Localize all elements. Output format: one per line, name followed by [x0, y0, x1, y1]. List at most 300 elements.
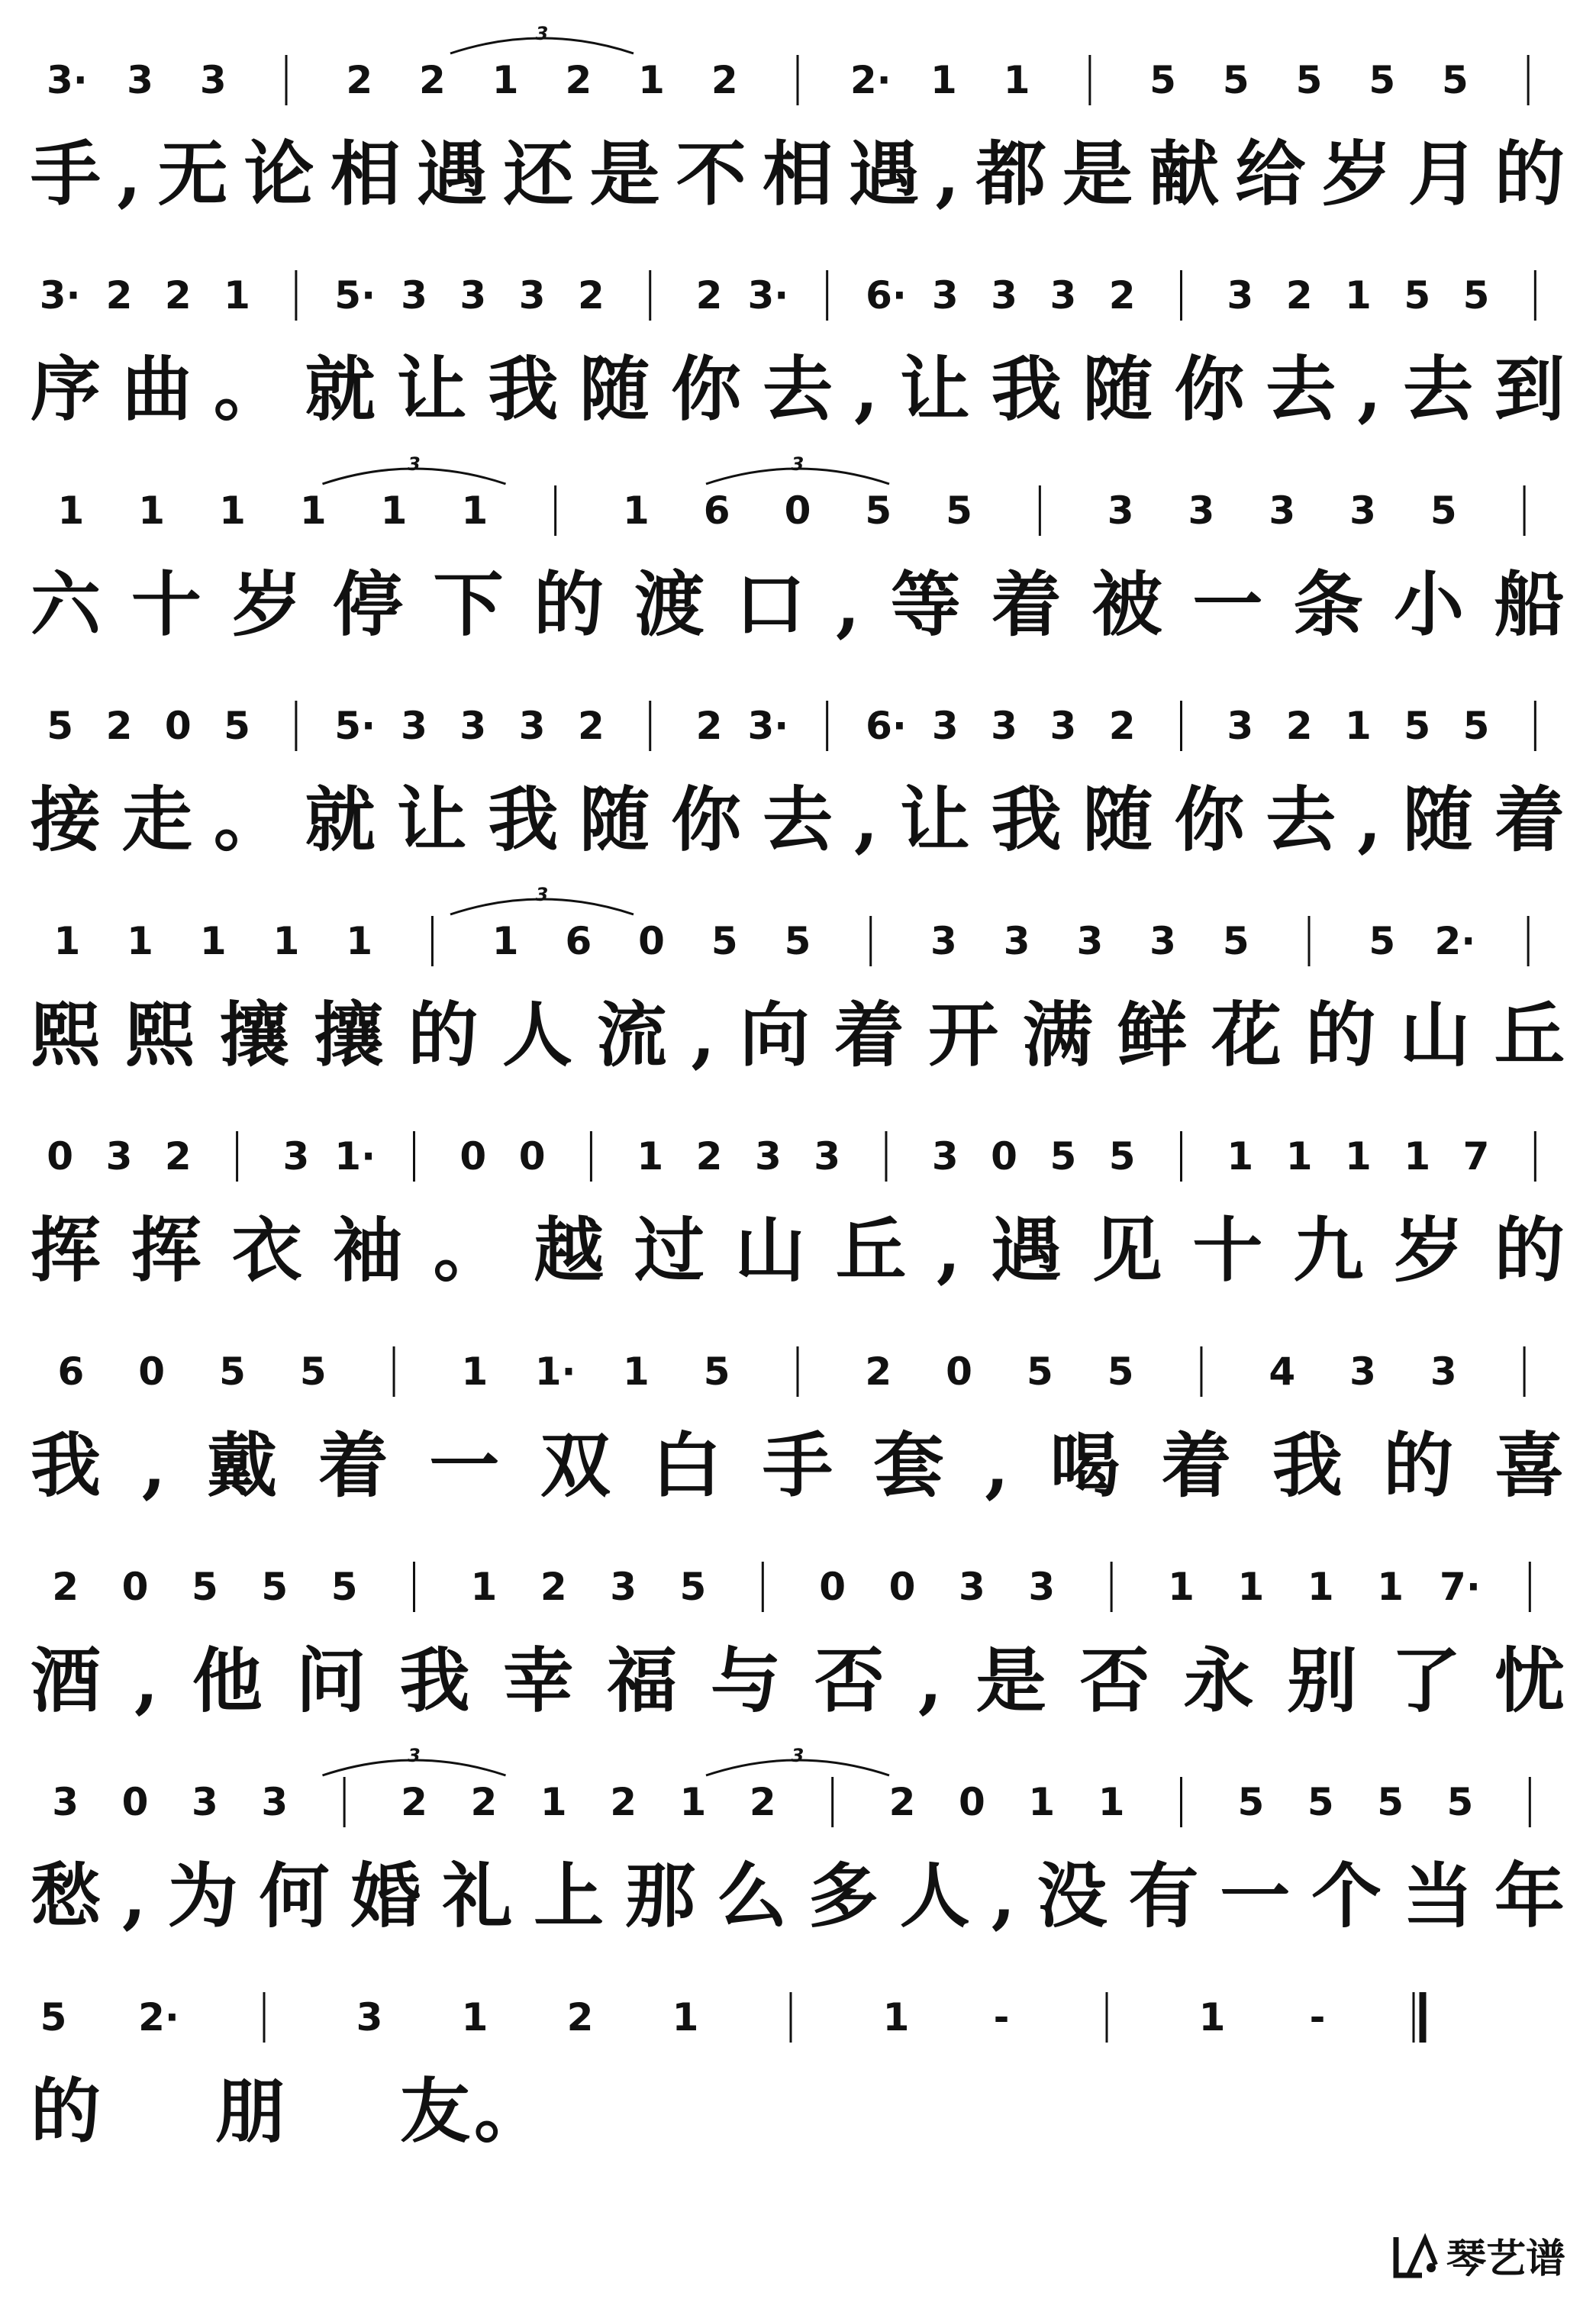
- triplet-label: 3: [791, 453, 804, 475]
- notes-row: [31, 669, 1565, 768]
- lyric-char: 的: [1305, 994, 1376, 1076]
- note: 1·: [534, 1349, 576, 1394]
- note: 2: [1108, 273, 1136, 318]
- note: 3: [1269, 488, 1296, 533]
- note: 3: [1227, 273, 1254, 318]
- lyric-char: 么: [717, 1855, 788, 1937]
- lyric-char: 着: [991, 563, 1062, 646]
- note: 2: [695, 273, 723, 318]
- note: 0: [47, 1134, 74, 1179]
- note: 2: [1285, 704, 1313, 748]
- note: 3: [518, 273, 546, 318]
- lyrics-row: [31, 128, 1565, 220]
- note: 3: [401, 273, 427, 318]
- note: 3: [459, 273, 487, 318]
- lyric-char: 愁: [31, 1855, 102, 1937]
- lyric-char: 衣: [231, 1209, 302, 1291]
- note: 2: [749, 1780, 776, 1824]
- lyric-char: 无: [157, 133, 228, 215]
- note: 0: [138, 1349, 166, 1394]
- lyric-char: ,: [917, 1640, 943, 1722]
- lyric-char: 还: [503, 133, 574, 215]
- note: 5: [1404, 273, 1431, 318]
- note: 1: [138, 488, 166, 533]
- note: 5: [946, 488, 972, 533]
- lyric-char: 山: [735, 1209, 806, 1291]
- note: 5: [679, 1565, 707, 1609]
- note: 3: [754, 1134, 782, 1179]
- lyric-char: 满: [1022, 994, 1093, 1076]
- lyric-char: 去: [763, 348, 833, 430]
- lyric-char: 否: [814, 1640, 885, 1722]
- lyric-char: 的: [1494, 133, 1565, 215]
- note: 1: [623, 1349, 650, 1394]
- lyric-char: 礼: [442, 1855, 513, 1937]
- lyric-char: 到: [1494, 348, 1565, 430]
- note: 5: [219, 1349, 246, 1394]
- note: 1: [540, 1780, 567, 1824]
- lyric-char: 序: [31, 348, 102, 430]
- note: 0: [819, 1565, 846, 1609]
- lyric-char: 十: [131, 563, 202, 646]
- note: 5: [1442, 58, 1469, 102]
- note: 0: [991, 1134, 1017, 1179]
- note: 5: [1446, 1780, 1474, 1824]
- note: 5: [1462, 273, 1490, 318]
- notation-system: [0, 1530, 1596, 1736]
- notes-svg: [31, 884, 1565, 983]
- notes-svg: [31, 238, 1565, 337]
- notes-svg: [31, 669, 1565, 768]
- lyric-char: 随: [1403, 779, 1474, 861]
- lyric-char: 熙: [124, 994, 195, 1076]
- note: 5: [47, 704, 74, 748]
- lyric-char: 是: [589, 133, 660, 215]
- lyric-char: ,: [853, 779, 879, 861]
- lyric-char: 船: [1494, 563, 1565, 646]
- note: 1: [224, 273, 250, 318]
- notes-svg: [31, 453, 1565, 553]
- lyric-char: 让: [396, 348, 467, 430]
- note: 1: [1285, 1134, 1313, 1179]
- note: 1: [461, 1995, 488, 2039]
- notation-system: [0, 238, 1596, 444]
- lyric-char: 戴: [207, 1424, 278, 1507]
- lyric-char: 。: [474, 2070, 545, 2152]
- note: 2·: [1434, 919, 1476, 963]
- logo-text: 琴艺谱: [1446, 2236, 1565, 2282]
- note: 5: [1107, 1349, 1134, 1394]
- note: 3: [105, 1134, 133, 1179]
- triplet-mark: [323, 1745, 506, 1775]
- lyric-char: ,: [691, 994, 716, 1076]
- note: 0: [638, 919, 665, 963]
- note: 0: [518, 1134, 546, 1179]
- note: 3: [610, 1565, 637, 1609]
- note: 3: [52, 1780, 79, 1824]
- note: 0: [946, 1349, 972, 1394]
- note: 5: [1049, 1134, 1077, 1179]
- note: 1: [1345, 1134, 1372, 1179]
- lyric-char: 着: [318, 1424, 389, 1507]
- note: 1: [930, 58, 957, 102]
- lyric-char: 去: [763, 779, 833, 861]
- lyric-char: 着: [1494, 779, 1565, 861]
- note: 5: [1295, 58, 1323, 102]
- note: 1: [492, 919, 519, 963]
- lyric-char: 的: [1383, 1424, 1454, 1507]
- lyric-char: ,: [117, 133, 142, 215]
- triplet-label: 3: [791, 1745, 804, 1766]
- lyric-char: ,: [853, 348, 879, 430]
- note: 5: [1377, 1780, 1404, 1824]
- note: 2: [1108, 704, 1136, 748]
- lyric-char: 向: [739, 994, 810, 1076]
- lyric-char: 攘: [219, 994, 290, 1076]
- note: 2: [401, 1780, 427, 1824]
- lyric-char: 的: [1494, 1209, 1565, 1291]
- lyric-char: 去: [1266, 348, 1336, 430]
- note: 2: [578, 273, 605, 318]
- lyric-char: 为: [167, 1855, 238, 1937]
- lyric-char: 月: [1407, 133, 1478, 215]
- note: 3: [459, 704, 487, 748]
- lyric-char: 就: [305, 779, 376, 861]
- note: 3: [1188, 488, 1215, 533]
- note: 1: [57, 488, 85, 533]
- lyric-char: 着: [833, 994, 904, 1076]
- lyric-char: 给: [1235, 133, 1306, 215]
- note: 5: [1404, 704, 1431, 748]
- note: 0: [164, 704, 192, 748]
- note: 5: [703, 1349, 730, 1394]
- lyric-char: 随: [579, 348, 650, 430]
- lyric-char: 你: [671, 779, 742, 861]
- note: -: [993, 1995, 1010, 2039]
- lyrics-row: [31, 343, 1565, 435]
- note: 1: [1345, 704, 1372, 748]
- note: 1: [492, 58, 519, 102]
- lyric-char: 见: [1091, 1209, 1162, 1291]
- lyric-char: 你: [1174, 779, 1245, 861]
- lyrics-row: [31, 559, 1565, 650]
- note: 3: [1349, 1349, 1376, 1394]
- lyrics-row: [31, 1204, 1565, 1296]
- lyric-char: 等: [890, 563, 961, 646]
- triplet-mark: [323, 453, 506, 484]
- note: 4: [1269, 1349, 1296, 1394]
- note: 5: [330, 1565, 358, 1609]
- lyric-char: 遇: [849, 133, 920, 215]
- lyric-char: ,: [835, 563, 860, 646]
- note: 0: [888, 1565, 916, 1609]
- note: 1: [1237, 1565, 1265, 1609]
- lyric-char: 去: [1403, 348, 1474, 430]
- lyric-char: 喝: [1049, 1424, 1120, 1507]
- note: 3: [1076, 919, 1104, 963]
- note: 1: [219, 488, 246, 533]
- note: 3: [931, 704, 959, 748]
- lyric-char: 随: [1082, 348, 1153, 430]
- note: 3·: [747, 704, 789, 748]
- triplet-mark: [450, 884, 634, 914]
- lyric-char: 白: [651, 1424, 722, 1507]
- note: 1: [672, 1995, 699, 2039]
- lyric-char: 福: [607, 1640, 678, 1722]
- note: 3: [959, 1565, 985, 1609]
- lyric-char: 都: [975, 133, 1046, 215]
- lyric-char: ,: [121, 1855, 147, 1937]
- notes-row: [31, 1314, 1565, 1414]
- note: 6·: [866, 273, 907, 318]
- lyric-char: 下: [433, 563, 504, 646]
- note: 1: [346, 919, 373, 963]
- lyric-char: 。: [213, 348, 284, 430]
- lyric-char: 相: [330, 133, 401, 215]
- note: 1: [638, 58, 665, 102]
- lyric-char: 与: [711, 1640, 782, 1722]
- lyric-char: 走: [121, 779, 192, 861]
- lyric-char: 我: [488, 779, 559, 861]
- lyric-char: 是: [1062, 133, 1133, 215]
- lyric-char: 的: [408, 994, 479, 1076]
- lyric-char: 手: [31, 133, 102, 215]
- note: 5: [1026, 1349, 1053, 1394]
- lyric-char: 让: [899, 779, 970, 861]
- note: 1: [1227, 1134, 1254, 1179]
- lyric-char: 我: [991, 348, 1062, 430]
- notation-system: [0, 1099, 1596, 1305]
- note: 1: [1345, 273, 1372, 318]
- note: 0: [459, 1134, 487, 1179]
- triplet-mark: [706, 453, 889, 484]
- lyric-char: 条: [1293, 563, 1364, 646]
- note: 5: [40, 1995, 67, 2039]
- note: 3: [931, 273, 959, 318]
- lyric-char: 喜: [1494, 1424, 1565, 1507]
- note: 5: [1108, 1134, 1136, 1179]
- lyric-char: ,: [936, 1209, 961, 1291]
- note: 3: [814, 1134, 841, 1179]
- lyric-char: 的: [31, 2070, 102, 2152]
- notation-system: [0, 23, 1596, 229]
- note: 6: [565, 919, 592, 963]
- lyric-char: 上: [534, 1855, 605, 1937]
- lyric-char: 幸: [503, 1640, 574, 1722]
- note: 1: [53, 919, 81, 963]
- note: 5: [1369, 58, 1396, 102]
- note: 2: [346, 58, 373, 102]
- note: 3: [1349, 488, 1376, 533]
- lyrics-row: [31, 1635, 1565, 1727]
- lyric-char: 花: [1211, 994, 1282, 1076]
- note: -: [1309, 1995, 1326, 2039]
- lyric-char: 熙: [31, 994, 102, 1076]
- lyric-char: 了: [1391, 1640, 1462, 1722]
- lyric-char: 是: [975, 1640, 1046, 1722]
- note: 2: [695, 1134, 723, 1179]
- lyric-char: 一: [1220, 1855, 1291, 1937]
- note: 5: [711, 919, 738, 963]
- note: 2: [565, 58, 592, 102]
- note: 1: [1404, 1134, 1431, 1179]
- note: 3: [1430, 1349, 1457, 1394]
- lyric-char: 丘: [1494, 994, 1565, 1076]
- note: 3: [1049, 273, 1077, 318]
- note: 3: [401, 704, 427, 748]
- note: 5: [1149, 58, 1176, 102]
- notes-svg: [31, 23, 1565, 122]
- lyric-char: ,: [985, 1424, 1010, 1507]
- lyric-char: 人: [502, 994, 573, 1076]
- note: 3: [1149, 919, 1176, 963]
- lyric-char: 过: [634, 1209, 705, 1291]
- lyric-char: 挥: [31, 1209, 102, 1291]
- notes-svg: [31, 1099, 1565, 1198]
- lyric-char: 让: [396, 779, 467, 861]
- note: 1: [299, 488, 327, 533]
- triplet-label: 3: [408, 453, 421, 475]
- lyric-char: 岁: [231, 563, 302, 646]
- lyric-char: 论: [243, 133, 314, 215]
- lyric-char: 相: [762, 133, 833, 215]
- lyric-char: 有: [1128, 1855, 1199, 1937]
- note: 1: [882, 1995, 910, 2039]
- lyric-char: 袖: [332, 1209, 403, 1291]
- lyric-char: 鲜: [1117, 994, 1188, 1076]
- note: 5: [1222, 58, 1249, 102]
- note: 3: [1003, 919, 1030, 963]
- note: 5: [865, 488, 892, 533]
- notes-svg: [31, 1314, 1565, 1414]
- note: 3: [199, 58, 227, 102]
- lyrics-row: [31, 1850, 1565, 1942]
- note: 5: [224, 704, 250, 748]
- note: 3: [1028, 1565, 1056, 1609]
- triplet-label: 3: [535, 884, 549, 905]
- lyric-char: 渡: [634, 563, 705, 646]
- note: 1: [1307, 1565, 1334, 1609]
- lyric-char: 当: [1403, 1855, 1474, 1937]
- notes-row: [31, 1530, 1565, 1629]
- note: 2: [578, 704, 605, 748]
- lyric-char: 开: [928, 994, 999, 1076]
- lyric-char: 遇: [417, 133, 488, 215]
- lyric-char: 口: [735, 563, 806, 646]
- lyric-char: 六: [31, 563, 102, 646]
- note: 1: [1198, 1995, 1226, 2039]
- lyric-char: 随: [579, 779, 650, 861]
- notes-svg: [31, 1960, 1565, 2059]
- note: 0: [784, 488, 811, 533]
- lyrics-row: [31, 774, 1565, 866]
- note: 1: [470, 1565, 498, 1609]
- note: 5: [1430, 488, 1457, 533]
- lyric-char: 你: [1174, 348, 1245, 430]
- note: 5: [1369, 919, 1396, 963]
- note: 1: [1168, 1565, 1195, 1609]
- note: 3·: [747, 273, 789, 318]
- note: 2: [105, 273, 133, 318]
- lyric-char: 何: [259, 1855, 330, 1937]
- note: 3: [931, 1134, 959, 1179]
- note: 1: [199, 919, 227, 963]
- note: 1: [1028, 1780, 1056, 1824]
- lyric-char: 我: [1272, 1424, 1343, 1507]
- lyric-char: 那: [625, 1855, 696, 1937]
- note: 3: [991, 704, 1017, 748]
- lyrics-row: [31, 1420, 1565, 1511]
- notes-row: [31, 238, 1565, 337]
- note: 1: [127, 919, 153, 963]
- lyric-char: 酒: [31, 1640, 102, 1722]
- note: 0: [121, 1565, 149, 1609]
- lyric-char: 随: [1082, 779, 1153, 861]
- lyric-char: 一: [1192, 563, 1263, 646]
- lyric-char: 我: [31, 1424, 102, 1507]
- lyric-char: ,: [1357, 348, 1382, 430]
- lyric-char: 山: [1400, 994, 1471, 1076]
- note: 5: [192, 1565, 218, 1609]
- note: 5·: [334, 273, 376, 318]
- lyric-char: 攘: [313, 994, 384, 1076]
- note: 3·: [39, 273, 81, 318]
- lyric-char: 永: [1183, 1640, 1254, 1722]
- lyric-char: 的: [534, 563, 605, 646]
- note: 5·: [334, 704, 376, 748]
- lyric-char: 别: [1287, 1640, 1358, 1722]
- lyric-char: 流: [596, 994, 667, 1076]
- note: 5: [784, 919, 811, 963]
- note: 3: [356, 1995, 383, 2039]
- lyric-char: 问: [295, 1640, 366, 1722]
- triplet-mark: [450, 23, 634, 53]
- note: 3: [192, 1780, 218, 1824]
- note: 3: [261, 1780, 289, 1824]
- note: 7·: [1440, 1565, 1481, 1609]
- note: 6: [57, 1349, 85, 1394]
- lyric-char: 去: [1266, 779, 1336, 861]
- triplet-mark: [706, 1745, 889, 1775]
- lyric-char: 人: [899, 1855, 970, 1937]
- lyric-char: 我: [991, 779, 1062, 861]
- note: 2: [52, 1565, 79, 1609]
- note: 2: [470, 1780, 498, 1824]
- note: 6: [703, 488, 730, 533]
- note: 2: [566, 1995, 594, 2039]
- lyric-char: 丘: [835, 1209, 906, 1291]
- note: 1: [637, 1134, 664, 1179]
- lyric-char: 忧: [1494, 1640, 1565, 1722]
- note: 2: [540, 1565, 567, 1609]
- lyric-char: 着: [1161, 1424, 1232, 1507]
- lyric-char: 被: [1091, 563, 1162, 646]
- note: 5: [1222, 919, 1249, 963]
- lyric-char: 个: [1311, 1855, 1382, 1937]
- note: 2: [865, 1349, 892, 1394]
- notes-row: [31, 884, 1565, 983]
- lyric-char: 挥: [131, 1209, 202, 1291]
- note: 2: [888, 1780, 916, 1824]
- note: 1: [1003, 58, 1030, 102]
- note: 0: [959, 1780, 985, 1824]
- lyric-char: 曲: [121, 348, 192, 430]
- note: 2: [610, 1780, 637, 1824]
- note: 3: [127, 58, 153, 102]
- notes-row: [31, 1745, 1565, 1844]
- note: 2: [105, 704, 133, 748]
- note: 3: [991, 273, 1017, 318]
